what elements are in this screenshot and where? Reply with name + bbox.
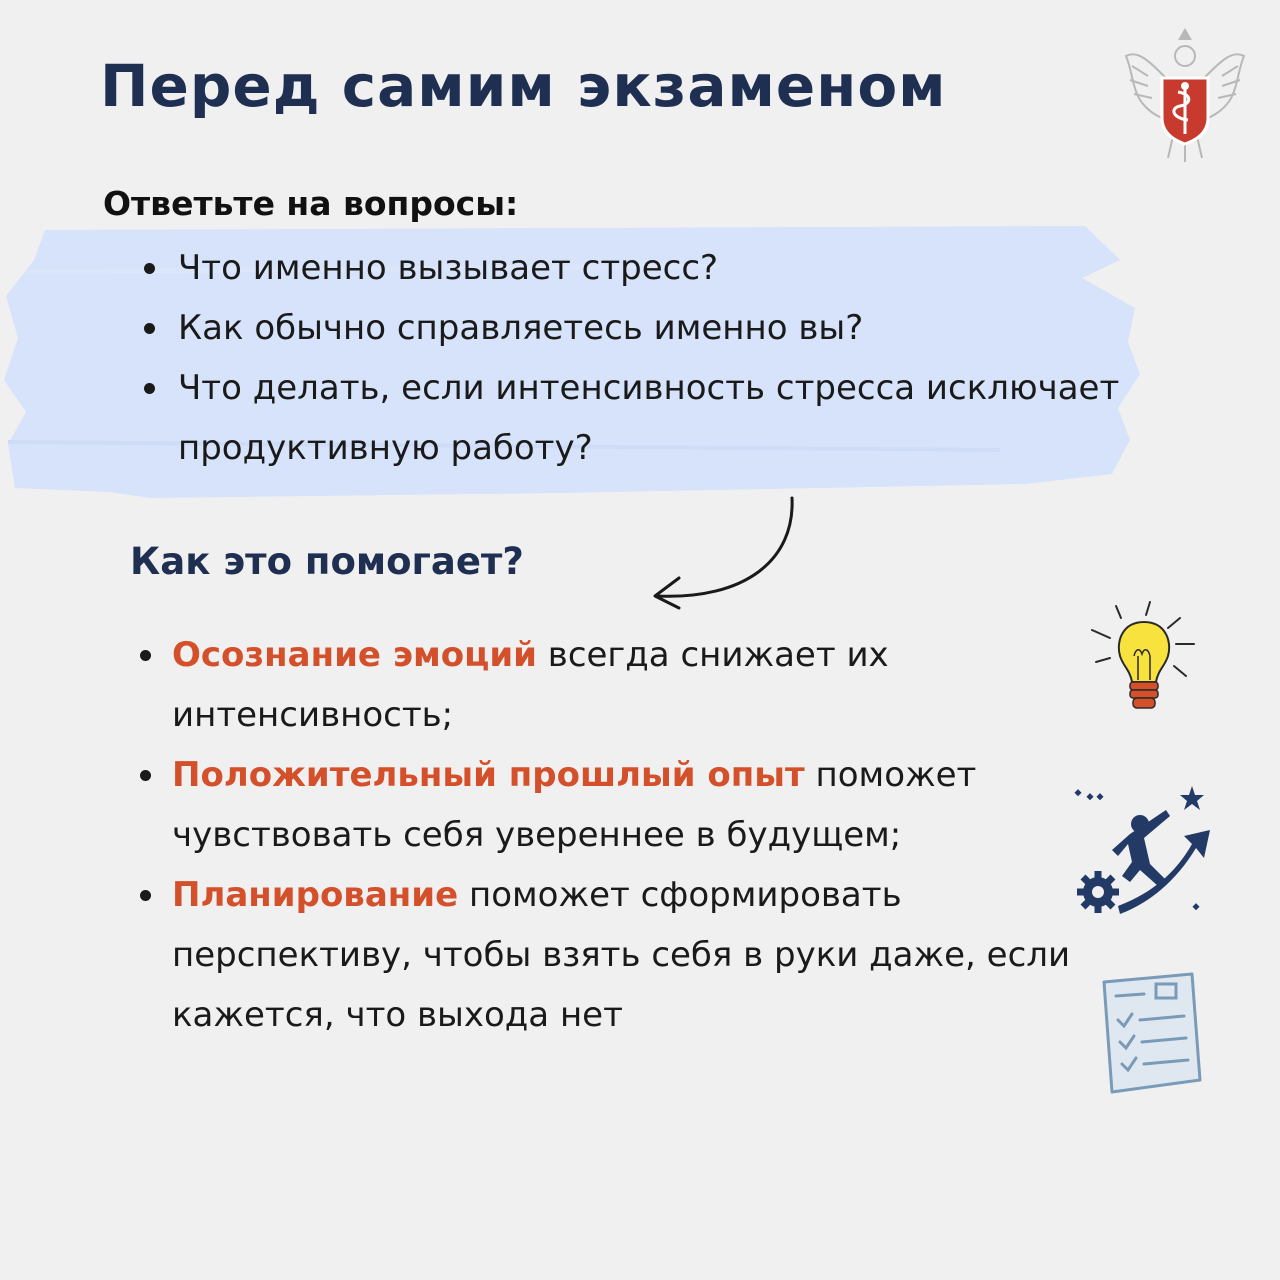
help-list [172,625,1112,1045]
question-text: Как обычно справляетесь именно вы? [178,308,864,348]
list-item [172,745,1112,865]
light-bulb-icon [1088,600,1200,722]
curved-arrow-icon [645,490,805,615]
highlight-text: Осознание эмоций [172,635,537,675]
item-text: поможет сформировать перспективу, чтобы взять себя в руки даже, если кажется, что выхода нет [172,875,1071,1035]
questions-heading: Ответьте на вопросы: [103,184,519,223]
highlight-text: Планирование [172,875,459,915]
list-item [178,238,1138,298]
list-item [172,865,1112,1045]
ministry-emblem-icon [1118,20,1252,166]
question-text: Что делать, если интенсивность стресса исключает продуктивную работу? [178,368,1120,468]
list-item [178,358,1138,478]
list-item [172,625,1112,745]
item-text: всегда снижает их интенсивность; [172,635,889,735]
bullet [144,323,155,334]
bullet [144,383,155,394]
item-text: поможет чувствовать себя увереннее в будущем; [172,755,977,855]
bullet [140,770,151,781]
climbing-person-icon [1070,782,1210,917]
bullet [140,650,151,661]
page-title: Перед самим экзаменом [100,52,947,120]
bullet [144,263,155,274]
help-heading: Как это помогает? [130,540,524,583]
bullet [140,890,151,901]
highlight-text: Положительный прошлый опыт [172,755,805,795]
questions-list [178,238,1138,478]
list-item [178,298,1138,358]
question-text: Что именно вызывает стресс? [178,248,719,288]
checklist-icon [1098,972,1206,1100]
